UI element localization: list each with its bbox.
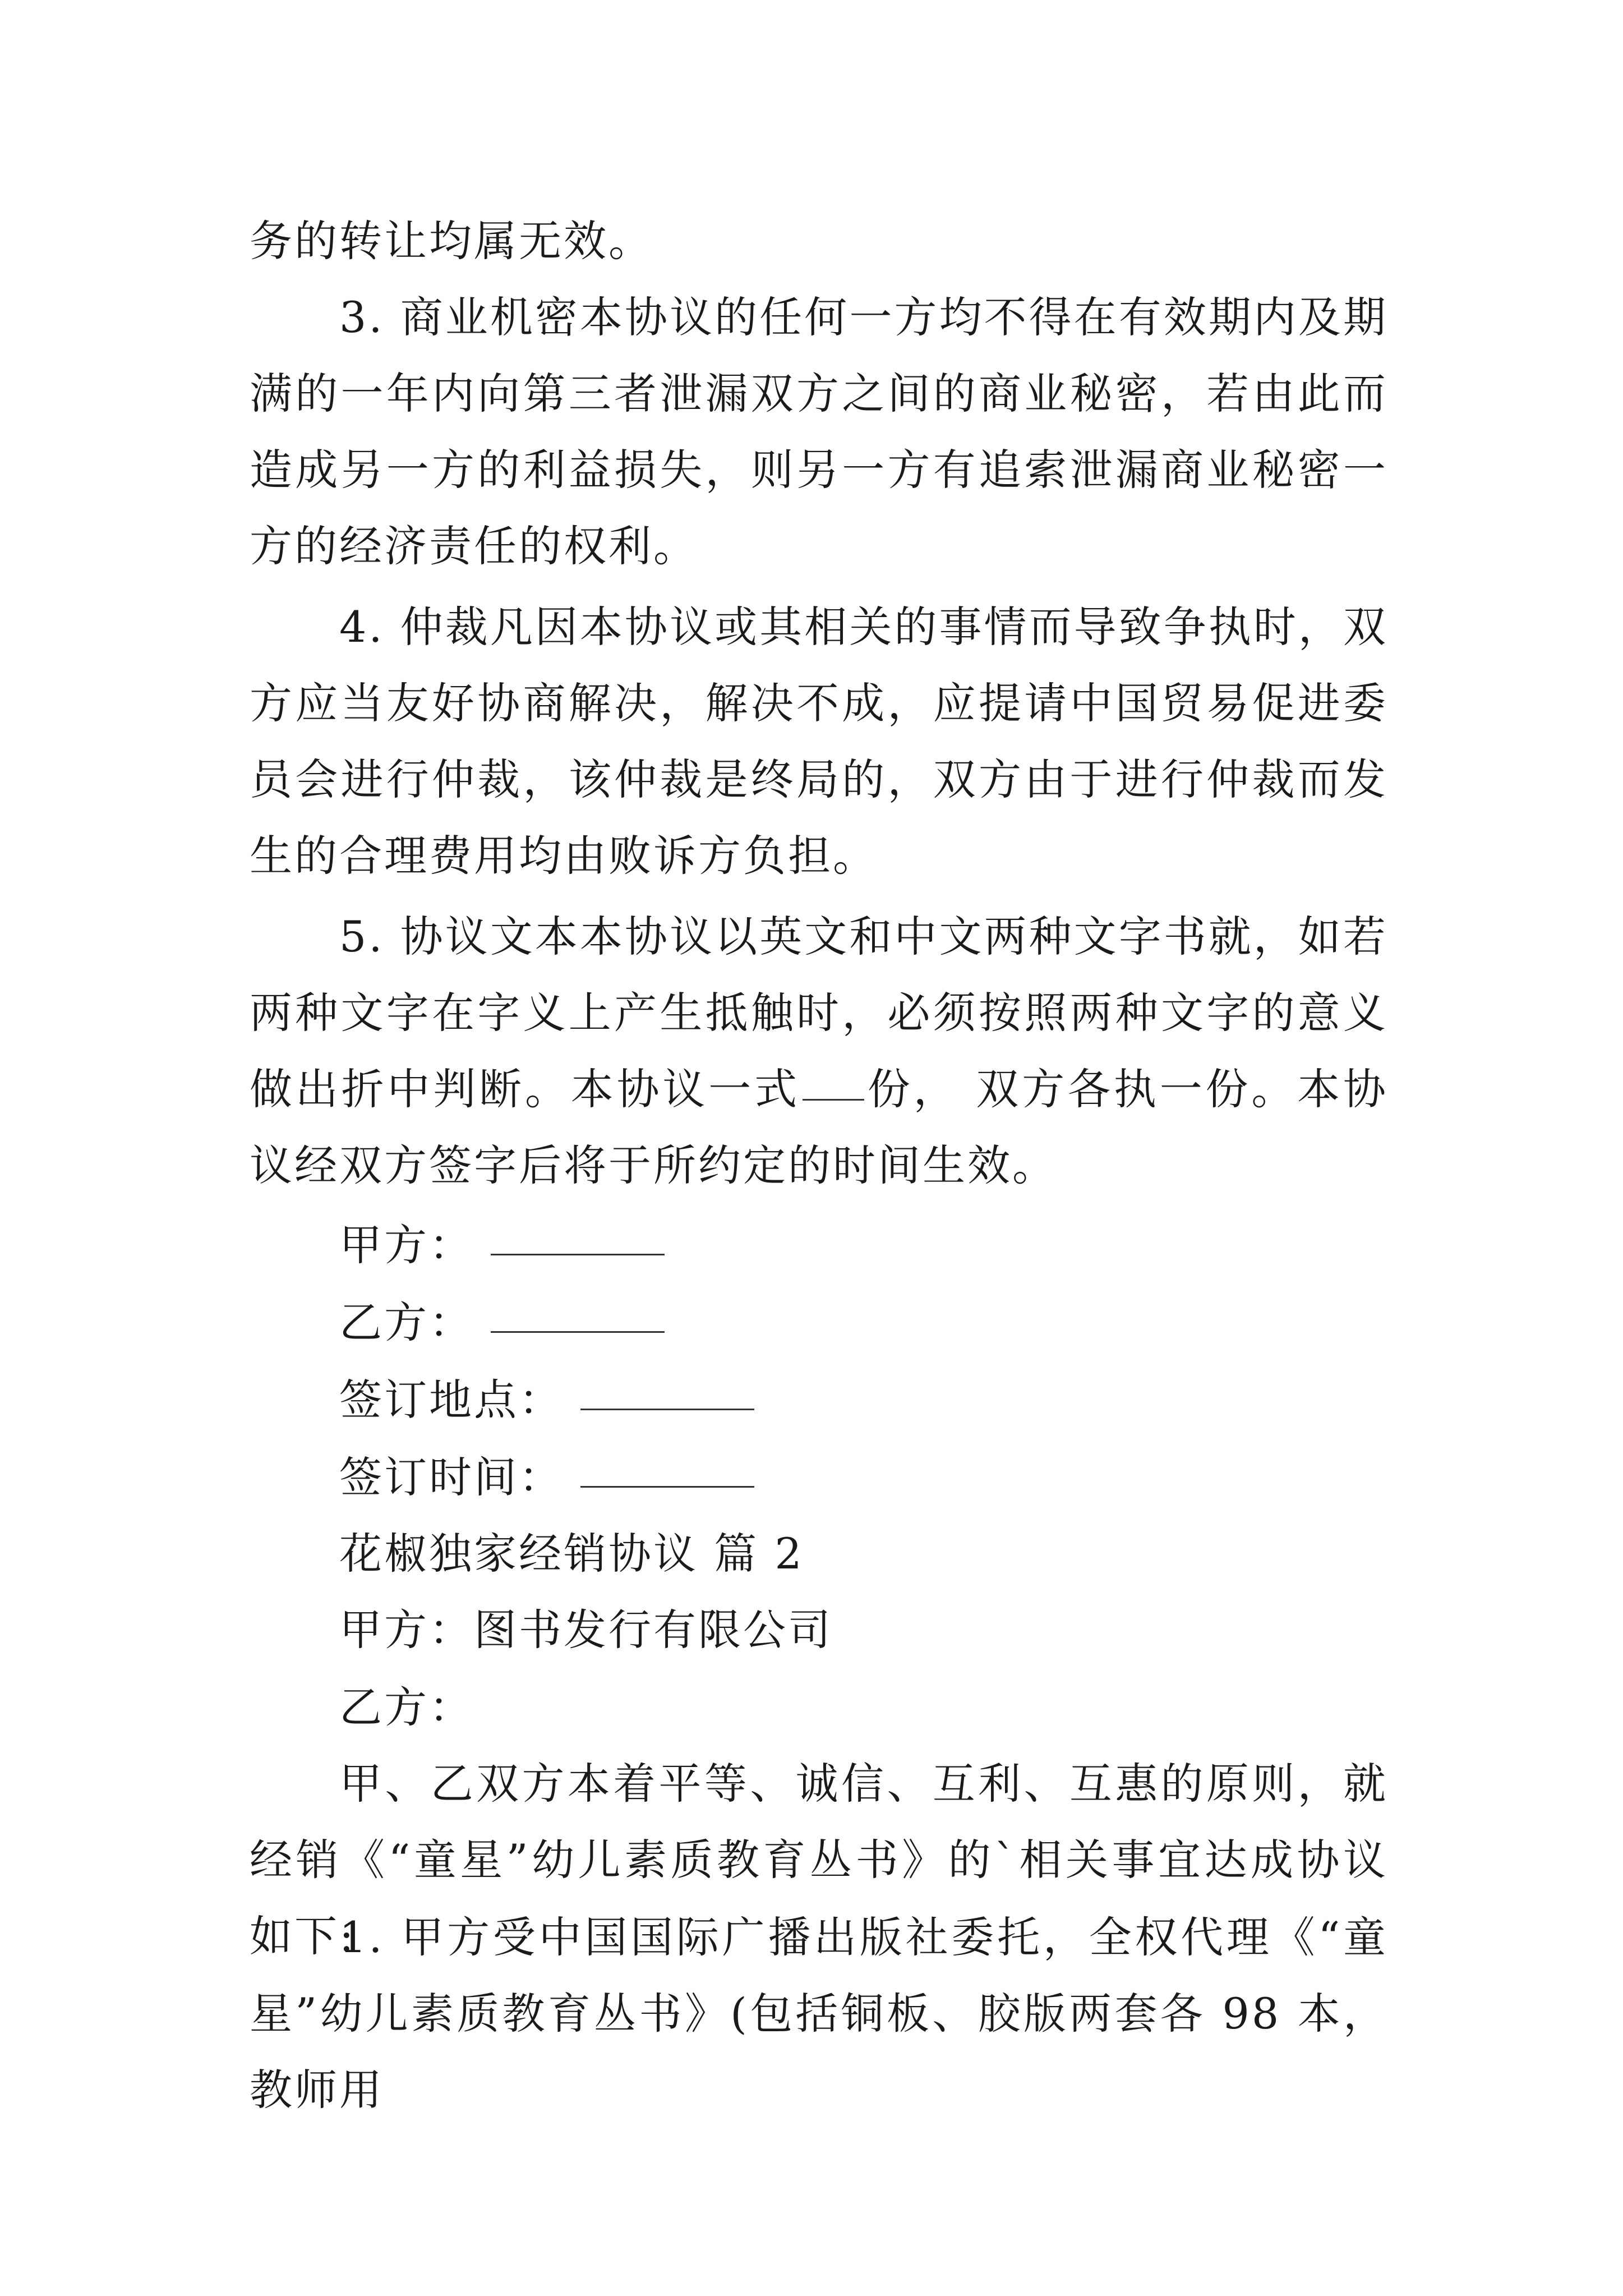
clause-5-text-b: 份， 双方各执一份。本协议经双方签字后将于所约定的时间生效。 bbox=[250, 1064, 1388, 1190]
signature-party-a bbox=[339, 1207, 665, 1283]
signing-place-blank bbox=[580, 1406, 754, 1410]
signature-party-a-label: 甲方： bbox=[339, 1220, 474, 1270]
intro-paragraph: 甲、乙双方本着平等、诚信、互利、互惠的原则，就经销《“童星”幼儿素质教育丛书》的`相关事宜达成协议如下: bbox=[250, 1759, 1388, 1961]
clause-3-trade-secrets: 3. 商业机密本协议的任何一方均不得在有效期内及期满的一年内向第三者泄漏双方之间的商业秘密，若由此而造成另一方的利益损失，则另一方有追索泄漏商业秘密一方的经济责任的权利。 bbox=[250, 292, 1388, 571]
section-title: 花椒独家经销协议 篇 2 bbox=[339, 1529, 804, 1579]
signing-time-blank bbox=[580, 1484, 754, 1488]
party-b-line: 乙方： bbox=[339, 1682, 474, 1732]
clause-5-agreement-text bbox=[250, 899, 1388, 1204]
signature-party-b-label: 乙方： bbox=[339, 1297, 474, 1347]
clause-5-text-a: 5. 协议文本本协议以英文和中文两种文字书就，如若两种文字在字义上产生抵触时，必须按照两种文字的意义做出折中判断。本协议一式 bbox=[250, 912, 1388, 1114]
signature-party-b bbox=[339, 1285, 665, 1361]
item-1-paragraph: 1. 甲方受中国国际广播出版社委托，全权代理《“童星”幼儿素质教育丛书》(包括铜板、胶版两套各 98 本，教师用 bbox=[250, 1912, 1388, 2115]
signing-place-label: 签订地点： bbox=[339, 1375, 564, 1425]
signing-place bbox=[339, 1362, 754, 1438]
clause-4-arbitration: 4. 仲裁凡因本协议或其相关的事情而导致争执时，双方应当友好协商解决，解决不成，应提请中国贸易促进委员会进行仲裁，该仲裁是终局的，双方由于进行仲裁而发生的合理费用均由败诉方负担。 bbox=[250, 602, 1388, 881]
signature-party-b-blank bbox=[491, 1329, 665, 1333]
signing-time-label: 签订时间： bbox=[339, 1452, 564, 1502]
signing-time bbox=[339, 1439, 754, 1516]
signature-party-a-blank bbox=[491, 1251, 665, 1255]
party-a-line: 甲方：图书发行有限公司 bbox=[339, 1605, 833, 1655]
copies-blank bbox=[803, 1097, 864, 1101]
paragraph-continuation: 务的转让均属无效。 bbox=[250, 216, 653, 266]
